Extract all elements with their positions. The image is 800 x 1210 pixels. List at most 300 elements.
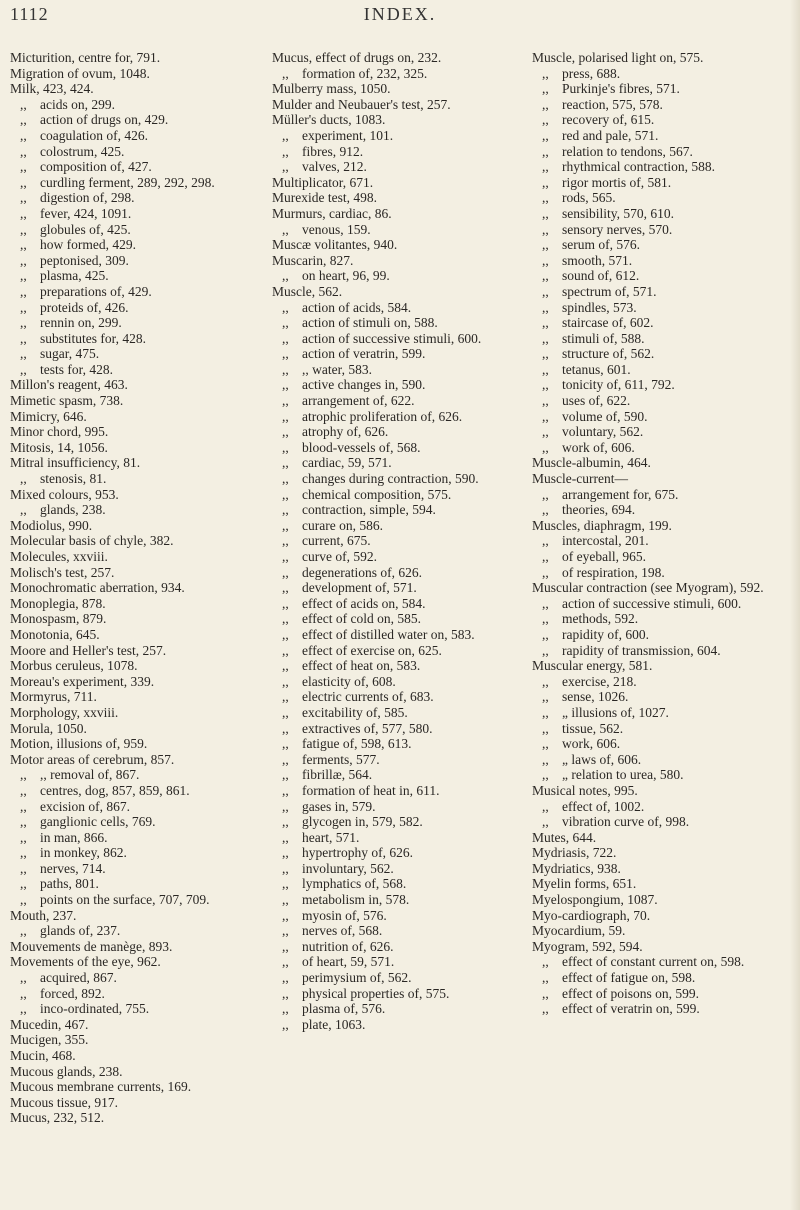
index-subentry <box>272 502 512 518</box>
index-subentry <box>272 331 512 347</box>
index-entry: Myelin forms, 651. <box>532 876 637 892</box>
index-subentry-text: plasma, 425. <box>40 268 109 284</box>
index-subentry-text: heart, 571. <box>302 829 360 845</box>
ditto-mark: ,, <box>542 205 549 221</box>
ditto-mark: ,, <box>542 814 549 830</box>
index-subentry-text: sound of, 612. <box>562 268 640 284</box>
index-entry: Morula, 1050. <box>10 720 87 736</box>
index-subentry <box>272 362 512 378</box>
ditto-mark: ,, <box>20 174 27 190</box>
ditto-mark: ,, <box>282 502 289 518</box>
ditto-mark: ,, <box>282 564 289 580</box>
index-subentry-text: forced, 892. <box>40 985 105 1001</box>
ditto-mark: ,, <box>20 1001 27 1017</box>
ditto-mark: ,, <box>282 143 289 159</box>
ditto-mark: ,, <box>282 1016 289 1032</box>
index-entry: Muscæ volitantes, 940. <box>272 237 398 253</box>
index-entry: Mucous membrane currents, 169. <box>10 1079 192 1095</box>
index-subentry-text: changes during contraction, 590. <box>302 471 479 487</box>
index-subentry <box>532 190 772 206</box>
ditto-mark: ,, <box>542 361 549 377</box>
ditto-mark: ,, <box>542 408 549 424</box>
page-edge-shadow <box>790 0 800 1210</box>
index-subentry <box>10 876 250 892</box>
index-subentry <box>532 331 772 347</box>
index-subentry <box>532 237 772 253</box>
ditto-mark: ,, <box>542 970 549 986</box>
index-entry: Muscle, polarised light on, 575. <box>532 50 704 65</box>
index-entry: Mimicry, 646. <box>10 408 87 424</box>
index-subentry <box>10 97 250 113</box>
ditto-mark: ,, <box>20 112 27 128</box>
index-subentry <box>272 830 512 846</box>
index-entry: Micturition, centre for, 791. <box>10 50 161 65</box>
index-subentry-text: gases in, 579. <box>302 798 376 814</box>
index-entry: Mouvements de manège, 893. <box>10 938 173 954</box>
index-entry: Mucous tissue, 917. <box>10 1094 118 1110</box>
ditto-mark: ,, <box>282 782 289 798</box>
ditto-mark: ,, <box>282 533 289 549</box>
ditto-mark: ,, <box>282 626 289 642</box>
index-entry: Murexide test, 498. <box>272 190 377 206</box>
index-subentry <box>272 1017 512 1033</box>
ditto-mark: ,, <box>20 471 27 487</box>
ditto-mark: ,, <box>542 595 549 611</box>
ditto-mark: ,, <box>282 408 289 424</box>
ditto-mark: ,, <box>282 611 289 627</box>
ditto-mark: ,, <box>20 361 27 377</box>
ditto-mark: ,, <box>282 346 289 362</box>
index-subentry <box>532 502 772 518</box>
index-entry: Muscle-albumin, 464. <box>532 455 651 471</box>
index-subentry <box>272 892 512 908</box>
ditto-mark: ,, <box>542 533 549 549</box>
index-entry: Mucous glands, 238. <box>10 1063 123 1079</box>
ditto-mark: ,, <box>20 814 27 830</box>
index-subentry <box>10 159 250 175</box>
ditto-mark: ,, <box>542 346 549 362</box>
index-subentry <box>10 315 250 331</box>
index-subentry <box>272 128 512 144</box>
index-subentry <box>10 502 250 518</box>
ditto-mark: ,, <box>542 767 549 783</box>
index-subentry-text: peptonised, 309. <box>40 252 129 268</box>
ditto-mark: ,, <box>282 471 289 487</box>
ditto-mark: ,, <box>282 876 289 892</box>
ditto-mark: ,, <box>542 190 549 206</box>
ditto-mark: ,, <box>20 845 27 861</box>
ditto-mark: ,, <box>282 393 289 409</box>
ditto-mark: ,, <box>282 954 289 970</box>
index-entry: Moore and Heller's test, 257. <box>10 642 167 658</box>
index-subentry-text: extractives of, 577, 580. <box>302 720 433 736</box>
ditto-mark: ,, <box>20 829 27 845</box>
index-subentry <box>532 253 772 269</box>
index-subentry-text: action of acids, 584. <box>302 299 412 315</box>
index-subentry-text: sense, 1026. <box>562 689 629 705</box>
index-subentry <box>272 455 512 471</box>
index-entry: Muscular energy, 581. <box>532 658 653 674</box>
ditto-mark: ,, <box>282 127 289 143</box>
ditto-mark: ,, <box>282 580 289 596</box>
index-subentry-text: venous, 159. <box>302 221 371 237</box>
index-subentry-text: reaction, 575, 578. <box>562 96 663 112</box>
index-subentry-text: glands of, 237. <box>40 923 121 939</box>
index-subentry-text: how formed, 429. <box>40 237 136 253</box>
ditto-mark: ,, <box>542 673 549 689</box>
index-subentry <box>272 986 512 1002</box>
index-subentry-text: effect of fatigue on, 598. <box>562 970 696 986</box>
index-subentry <box>532 81 772 97</box>
index-subentry-text: myosin of, 576. <box>302 907 387 923</box>
ditto-mark: ,, <box>282 720 289 736</box>
index-subentry-text: rapidity of, 600. <box>562 626 649 642</box>
index-subentry-text: effect of veratrin on, 599. <box>562 1001 700 1017</box>
index-entry: Migration of ovum, 1048. <box>10 65 150 81</box>
index-subentry <box>272 861 512 877</box>
index-subentry <box>532 549 772 565</box>
index-subentry <box>272 596 512 612</box>
ditto-mark: ,, <box>282 455 289 471</box>
index-entry: Mutes, 644. <box>532 829 597 845</box>
ditto-mark: ,, <box>20 860 27 876</box>
ditto-mark: ,, <box>20 143 27 159</box>
ditto-mark: ,, <box>282 486 289 502</box>
ditto-mark: ,, <box>282 361 289 377</box>
ditto-mark: ,, <box>542 611 549 627</box>
index-subentry-text: blood-vessels of, 568. <box>302 439 421 455</box>
index-subentry-text: experiment, 101. <box>302 127 394 143</box>
ditto-mark: ,, <box>542 299 549 315</box>
index-subentry-text: intercostal, 201. <box>562 533 649 549</box>
index-subentry <box>272 159 512 175</box>
index-subentry <box>532 97 772 113</box>
index-subentry <box>532 565 772 581</box>
index-entry: Muscarin, 827. <box>272 252 354 268</box>
index-subentry-text: work of, 606. <box>562 439 635 455</box>
index-subentry <box>532 986 772 1002</box>
index-entry: Mimetic spasm, 738. <box>10 393 124 409</box>
index-subentry-text: nerves, 714. <box>40 860 106 876</box>
ditto-mark: ,, <box>282 377 289 393</box>
index-subentry-text: smooth, 571. <box>562 252 633 268</box>
index-subentry-text: current, 675. <box>302 533 371 549</box>
index-entry: Musical notes, 995. <box>532 782 638 798</box>
index-subentry <box>272 658 512 674</box>
index-subentry <box>532 627 772 643</box>
index-subentry-text: action of stimuli on, 588. <box>302 315 438 331</box>
index-subentry-text: composition of, 427. <box>40 159 152 175</box>
index-subentry-text: curdling ferment, 289, 292, 298. <box>40 174 215 190</box>
ditto-mark: ,, <box>542 1001 549 1017</box>
ditto-mark: ,, <box>542 112 549 128</box>
index-subentry-text: uses of, 622. <box>562 393 631 409</box>
index-entry: Myogram, 592, 594. <box>532 938 643 954</box>
index-subentry <box>10 284 250 300</box>
ditto-mark: ,, <box>282 829 289 845</box>
index-subentry <box>10 300 250 316</box>
index-subentry-text: effect of heat on, 583. <box>302 658 421 674</box>
ditto-mark: ,, <box>542 689 549 705</box>
index-subentry <box>10 986 250 1002</box>
index-subentry-text: rigor mortis of, 581. <box>562 174 672 190</box>
index-subentry <box>532 424 772 440</box>
index-entry: Molisch's test, 257. <box>10 564 115 580</box>
ditto-mark: ,, <box>20 237 27 253</box>
index-subentry-text: cardiac, 59, 571. <box>302 455 392 471</box>
index-subentry-text: „ relation to urea, 580. <box>562 767 684 783</box>
index-subentry-text: work, 606. <box>562 736 621 752</box>
index-subentry <box>272 845 512 861</box>
ditto-mark: ,, <box>542 486 549 502</box>
index-entry: Mucin, 468. <box>10 1048 76 1063</box>
index-subentry <box>10 362 250 378</box>
index-subentry <box>10 222 250 238</box>
ditto-mark: ,, <box>282 315 289 331</box>
index-subentry-text: ,, water, 583. <box>302 361 372 377</box>
index-subentry-text: atrophy of, 626. <box>302 424 389 440</box>
index-subentry <box>532 705 772 721</box>
ditto-mark: ,, <box>282 970 289 986</box>
index-subentry-text: on heart, 96, 99. <box>302 268 390 284</box>
ditto-mark: ,, <box>20 190 27 206</box>
index-subentry-text: formation of heat in, 611. <box>302 782 440 798</box>
index-subentry <box>10 237 250 253</box>
index-entry: Mucigen, 355. <box>10 1032 89 1048</box>
index-subentry <box>272 954 512 970</box>
ditto-mark: ,, <box>282 642 289 658</box>
index-subentry <box>272 315 512 331</box>
index-subentry-text: atrophic proliferation of, 626. <box>302 408 463 424</box>
index-subentry-text: excitability of, 585. <box>302 704 408 720</box>
ditto-mark: ,, <box>20 268 27 284</box>
index-subentry-text: sensory nerves, 570. <box>562 221 673 237</box>
index-subentry <box>10 783 250 799</box>
index-subentry <box>272 487 512 503</box>
index-entry: Mixed colours, 953. <box>10 486 119 502</box>
index-subentry-text: arrangement of, 622. <box>302 393 415 409</box>
index-subentry <box>532 222 772 238</box>
index-subentry-text: in monkey, 862. <box>40 845 127 861</box>
index-subentry-text: valves, 212. <box>302 159 367 175</box>
running-header: INDEX. <box>363 4 437 24</box>
index-subentry-text: curare on, 586. <box>302 517 383 533</box>
index-subentry <box>272 144 512 160</box>
index-subentry <box>10 814 250 830</box>
ditto-mark: ,, <box>20 923 27 939</box>
index-entry: Modiolus, 990. <box>10 517 93 533</box>
index-subentry <box>532 752 772 768</box>
index-subentry-text: effect of constant current on, 598. <box>562 954 745 970</box>
index-subentry <box>10 331 250 347</box>
index-subentry-text: effect of acids on, 584. <box>302 595 426 611</box>
index-subentry <box>272 533 512 549</box>
ditto-mark: ,, <box>20 330 27 346</box>
index-column-3 <box>532 50 772 1017</box>
index-entry: Mulberry mass, 1050. <box>272 81 391 97</box>
index-subentry <box>532 159 772 175</box>
ditto-mark: ,, <box>20 205 27 221</box>
ditto-mark: ,, <box>282 814 289 830</box>
ditto-mark: ,, <box>542 268 549 284</box>
index-subentry-text: theories, 694. <box>562 502 636 518</box>
index-subentry <box>272 908 512 924</box>
ditto-mark: ,, <box>282 595 289 611</box>
ditto-mark: ,, <box>20 96 27 112</box>
index-entry: Murmurs, cardiac, 86. <box>272 205 392 221</box>
index-subentry <box>532 643 772 659</box>
index-entry: Mucedin, 467. <box>10 1016 89 1032</box>
ditto-mark: ,, <box>542 174 549 190</box>
index-subentry <box>10 112 250 128</box>
index-entry: Muscle, 562. <box>272 283 343 299</box>
index-subentry <box>10 471 250 487</box>
ditto-mark: ,, <box>20 315 27 331</box>
index-subentry-text: proteids of, 426. <box>40 299 129 315</box>
index-entry: Millon's reagent, 463. <box>10 377 128 393</box>
index-subentry-text: ganglionic cells, 769. <box>40 814 156 830</box>
index-subentry-text: arrangement for, 675. <box>562 486 679 502</box>
ditto-mark: ,, <box>542 954 549 970</box>
index-subentry <box>272 471 512 487</box>
ditto-mark: ,, <box>542 564 549 580</box>
index-subentry-text: tonicity of, 611, 792. <box>562 377 675 393</box>
ditto-mark: ,, <box>542 315 549 331</box>
ditto-mark: ,, <box>542 237 549 253</box>
index-subentry-text: paths, 801. <box>40 876 99 892</box>
index-subentry <box>10 1001 250 1017</box>
index-subentry-text: stimuli of, 588. <box>562 330 645 346</box>
ditto-mark: ,, <box>542 65 549 81</box>
ditto-mark: ,, <box>20 127 27 143</box>
ditto-mark: ,, <box>282 736 289 752</box>
index-subentry-text: ,, removal of, 867. <box>40 767 140 783</box>
ditto-mark: ,, <box>20 876 27 892</box>
index-subentry-text: lymphatics of, 568. <box>302 876 407 892</box>
ditto-mark: ,, <box>282 985 289 1001</box>
index-subentry-text: voluntary, 562. <box>562 424 644 440</box>
index-subentry-text: degenerations of, 626. <box>302 564 422 580</box>
index-column-2 <box>272 50 512 1032</box>
ditto-mark: ,, <box>282 1001 289 1017</box>
index-subentry <box>10 970 250 986</box>
index-subentry-text: nerves of, 568. <box>302 923 383 939</box>
index-subentry <box>10 144 250 160</box>
ditto-mark: ,, <box>542 221 549 237</box>
index-subentry-text: of eyeball, 965. <box>562 549 646 564</box>
index-subentry-text: effect of poisons on, 599. <box>562 985 699 1001</box>
index-subentry-text: structure of, 562. <box>562 346 655 362</box>
index-subentry-text: metabolism in, 578. <box>302 892 410 908</box>
index-subentry <box>272 549 512 565</box>
index-subentry <box>272 689 512 705</box>
index-entry: Milk, 423, 424. <box>10 81 94 97</box>
ditto-mark: ,, <box>282 860 289 876</box>
ditto-mark: ,, <box>542 720 549 736</box>
index-subentry <box>272 736 512 752</box>
index-subentry <box>532 66 772 82</box>
index-subentry-text: involuntary, 562. <box>302 860 394 876</box>
index-subentry <box>532 268 772 284</box>
index-subentry <box>272 627 512 643</box>
index-subentry-text: electric currents of, 683. <box>302 689 434 705</box>
index-entry: Morphology, xxviii. <box>10 704 119 720</box>
index-subentry <box>272 611 512 627</box>
index-columns <box>10 50 790 1200</box>
index-subentry <box>272 814 512 830</box>
index-subentry <box>532 689 772 705</box>
index-subentry <box>272 767 512 783</box>
ditto-mark: ,, <box>282 159 289 175</box>
ditto-mark: ,, <box>20 985 27 1001</box>
index-subentry-text: hypertrophy of, 626. <box>302 845 413 861</box>
ditto-mark: ,, <box>282 892 289 908</box>
index-entry: Motor areas of cerebrum, 857. <box>10 751 175 767</box>
index-entry: Muscular contraction (see Myogram), 592. <box>532 580 764 596</box>
index-subentry <box>272 222 512 238</box>
index-subentry <box>272 876 512 892</box>
index-entry: Molecules, xxviii. <box>10 549 108 564</box>
ditto-mark: ,, <box>542 377 549 393</box>
index-subentry <box>272 565 512 581</box>
index-subentry <box>532 300 772 316</box>
index-subentry-text: effect of exercise on, 625. <box>302 642 442 658</box>
index-subentry <box>532 409 772 425</box>
ditto-mark: ,, <box>20 798 27 814</box>
index-subentry-text: perimysium of, 562. <box>302 970 412 986</box>
index-subentry-text: plate, 1063. <box>302 1016 366 1032</box>
index-subentry-text: acids on, 299. <box>40 96 115 112</box>
index-subentry-text: nutrition of, 626. <box>302 938 394 954</box>
ditto-mark: ,, <box>542 549 549 564</box>
index-entry: Mouth, 237. <box>10 907 77 923</box>
index-subentry-text: digestion of, 298. <box>40 190 135 206</box>
index-subentry <box>10 128 250 144</box>
index-subentry <box>272 518 512 534</box>
ditto-mark: ,, <box>282 268 289 284</box>
index-subentry-text: action of drugs on, 429. <box>40 112 169 128</box>
index-entry: Müller's ducts, 1083. <box>272 112 386 128</box>
index-entry: Morbus ceruleus, 1078. <box>10 658 138 674</box>
index-subentry <box>272 970 512 986</box>
index-subentry-text: inco-ordinated, 755. <box>40 1001 150 1017</box>
index-subentry <box>10 892 250 908</box>
ditto-mark: ,, <box>282 689 289 705</box>
index-subentry-text: action of veratrin, 599. <box>302 346 426 362</box>
ditto-mark: ,, <box>282 439 289 455</box>
ditto-mark: ,, <box>542 704 549 720</box>
ditto-mark: ,, <box>542 798 549 814</box>
index-subentry <box>10 206 250 222</box>
index-subentry-text: points on the surface, 707, 709. <box>40 892 210 908</box>
index-subentry-text: serum of, 576. <box>562 237 640 253</box>
ditto-mark: ,, <box>20 346 27 362</box>
index-subentry <box>272 346 512 362</box>
ditto-mark: ,, <box>20 767 27 783</box>
ditto-mark: ,, <box>542 393 549 409</box>
index-subentry <box>532 144 772 160</box>
ditto-mark: ,, <box>282 658 289 674</box>
index-subentry-text: formation of, 232, 325. <box>302 65 428 81</box>
index-subentry-text: sensibility, 570, 610. <box>562 205 675 221</box>
ditto-mark: ,, <box>282 549 289 564</box>
ditto-mark: ,, <box>20 892 27 908</box>
index-subentry-text: exercise, 218. <box>562 673 637 689</box>
index-subentry <box>532 970 772 986</box>
index-subentry <box>532 112 772 128</box>
ditto-mark: ,, <box>282 673 289 689</box>
index-subentry <box>532 487 772 503</box>
